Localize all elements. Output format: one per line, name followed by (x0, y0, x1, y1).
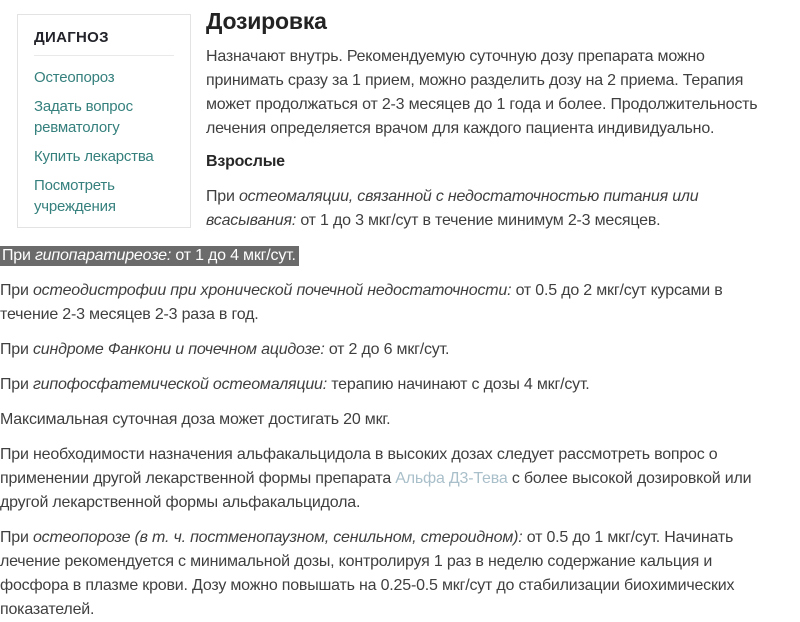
text-segment: остеопорозе (в т. ч. постменопаузном, сенильном, стероидном): (32, 529, 523, 546)
sidebar-nav (34, 67, 174, 217)
text-segment: остеомаляции, связанной с недостаточностью питания или всасывания: (206, 188, 699, 229)
paragraph (0, 279, 778, 327)
sidebar-divider (34, 55, 174, 56)
text-segment: гипофосфатемической остеомаляции: (32, 376, 327, 393)
sidebar-link-osteoporosis[interactable]: Остеопороз (34, 69, 115, 86)
paragraph (0, 526, 778, 622)
sidebar-link-buy-medicines[interactable]: Купить лекарства (34, 148, 154, 165)
text-segment: от 1 до 4 мкг/сут. (171, 247, 296, 264)
paragraph (0, 443, 778, 515)
text-segment: При (0, 341, 33, 358)
drug-link-alfa-d3-teva[interactable]: Альфа Д3-Тева (395, 470, 508, 487)
text-segment: с более высокой дозировкой или другой лекарственной формы альфакальцидола. (0, 470, 752, 511)
diagnosis-sidebar (17, 14, 191, 228)
paragraph (0, 373, 778, 397)
paragraph (0, 408, 778, 432)
text-segment: Максимальная суточная доза может достигать 20 мкг. (0, 411, 391, 428)
sidebar-link-ask-rheumatologist[interactable]: Задать вопрос ревматологу (34, 98, 133, 136)
text-segment: При (206, 188, 239, 205)
text-segment: остеодистрофии при хронической почечной недостаточности: (32, 282, 512, 299)
intro-paragraph: Назначают внутрь. Рекомендуемую суточную дозу препарата можно принимать сразу за 1 прием, можно разделить дозу на 2 приема. Терапия может продолжаться от 2-3 месяцев до 1 года и более. Продолжительность лечения определяется врачом для каждого пациента индивидуально. (206, 48, 758, 137)
text-segment: При необходимости назначения альфакальцидола в высоких дозах следует рассмотреть вопрос о применении другой лекарственной формы препарата (0, 446, 718, 487)
text-segment: гипопаратиреозе: (34, 247, 172, 264)
sidebar-title: ДИАГНОЗ (34, 29, 109, 46)
text-segment: от 0.5 до 2 мкг/сут курсами в течение 2-3 месяцев 2-3 раза в год. (0, 282, 723, 323)
text-segment: от 0.5 до 1 мкг/сут. Начинать лечение рекомендуется с минимальной дозы, контролируя 1 раз в неделю содержание кальция и фосфора в плазме крови. Дозу можно повышать на 0.25-0.5 мкг/сут до стабилизации биохимических показателей. (0, 529, 735, 618)
text-segment: от 1 до 3 мкг/сут в течение минимум 2-3 месяцев. (296, 212, 661, 229)
text-segment: При (0, 376, 33, 393)
paragraph (0, 244, 778, 268)
highlighted-text (0, 246, 299, 266)
text-segment: от 2 до 6 мкг/сут. (324, 341, 450, 358)
sidebar-link-view-facilities[interactable]: Посмотреть учреждения (34, 177, 116, 215)
section-heading-adults: Взрослые (206, 153, 285, 170)
page (0, 8, 800, 622)
page-title: Дозировка (206, 8, 327, 34)
article-paragraphs (0, 185, 778, 622)
text-segment: При (0, 282, 33, 299)
text-segment: терапию начинают с дозы 4 мкг/сут. (326, 376, 590, 393)
paragraph (0, 338, 778, 362)
text-segment: синдроме Фанкони и почечном ацидозе: (32, 341, 325, 358)
text-segment: При (2, 247, 35, 264)
text-segment: При (0, 529, 33, 546)
